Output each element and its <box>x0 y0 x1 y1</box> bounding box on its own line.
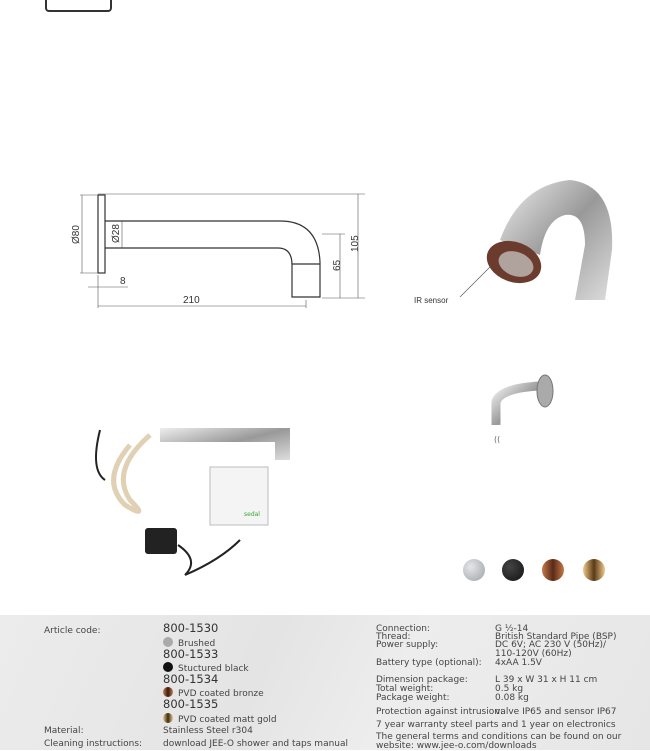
finish-brushed: Brushed <box>163 637 215 649</box>
battery-label: Battery type (optional): <box>376 658 482 668</box>
swatch-gold[interactable] <box>583 559 605 581</box>
power-value: DC 6V; AC 230 V (50Hz)/ <box>495 640 607 650</box>
material-label: Material: <box>44 726 84 736</box>
dimpack-value: L 39 x W 31 x H 11 cm <box>495 675 598 685</box>
gold-swatch-icon <box>163 713 173 723</box>
dim-diameter-28: Ø28 <box>111 224 122 243</box>
connection-value: G ½-14 <box>495 624 529 634</box>
weight-value: 0.5 kg <box>495 684 524 694</box>
cleaning-link[interactable]: download JEE-O shower and taps manual <box>163 739 349 749</box>
thread-label: Thread: <box>376 632 411 642</box>
dim-height-65: 65 <box>332 259 343 271</box>
dim-diameter-80: Ø80 <box>71 225 82 244</box>
protection-value: valve IP65 and sensor IP67 <box>495 707 617 717</box>
finish-bronze: PVD coated bronze <box>163 687 264 699</box>
dim-plate: 8 <box>120 276 126 287</box>
dim-height-105: 105 <box>350 235 361 252</box>
bronze-swatch-icon <box>163 687 173 697</box>
cleaning-label: Cleaning instructions: <box>44 739 143 749</box>
material-value: Stainless Steel r304 <box>163 726 253 736</box>
finish-gold: PVD coated matt gold <box>163 713 277 725</box>
protection-label: Protection against intrusion: <box>376 707 503 717</box>
article-code: 800-1530 <box>163 621 219 635</box>
pkgweight-value: 0.08 kg <box>495 693 529 703</box>
dim-length: 210 <box>183 295 200 306</box>
warranty-text: 7 year warranty steel parts and 1 year on electronics <box>376 720 616 730</box>
brushed-swatch-icon <box>163 637 173 647</box>
swatch-black[interactable] <box>502 559 524 581</box>
power-value-2: 110-120V (60Hz) <box>495 649 572 659</box>
power-label: Power supply: <box>376 640 439 650</box>
thread-value: British Standard Pipe (BSP) <box>495 632 617 642</box>
terms-text: The general terms and conditions can be found on our <box>376 732 622 742</box>
pkgweight-label: Package weight: <box>376 693 450 703</box>
article-code: 800-1533 <box>163 647 219 661</box>
ir-sensor-label: IR sensor <box>414 296 449 305</box>
faucet-small-photo <box>494 375 553 444</box>
spec-section <box>0 615 650 750</box>
swatch-brushed[interactable] <box>463 559 485 581</box>
dimpack-label: Dimension package: <box>376 675 468 685</box>
kit-photo <box>96 428 290 575</box>
faucet-photo <box>481 180 612 300</box>
black-swatch-icon <box>163 662 173 672</box>
swatch-bronze[interactable] <box>542 559 564 581</box>
article-label: Article code: <box>44 626 101 636</box>
battery-value: 4xAA 1.5V <box>495 658 542 668</box>
article-code: 800-1535 <box>163 697 219 711</box>
weight-label: Total weight: <box>376 684 434 694</box>
terms-link[interactable]: website: www.jee-o.com/downloads <box>376 741 537 751</box>
svg-text:((: (( <box>494 435 501 444</box>
kit-brand: sedal <box>244 511 260 518</box>
finish-black: Stuctured black <box>163 662 249 674</box>
connection-label: Connection: <box>376 624 430 634</box>
article-code: 800-1534 <box>163 672 219 686</box>
